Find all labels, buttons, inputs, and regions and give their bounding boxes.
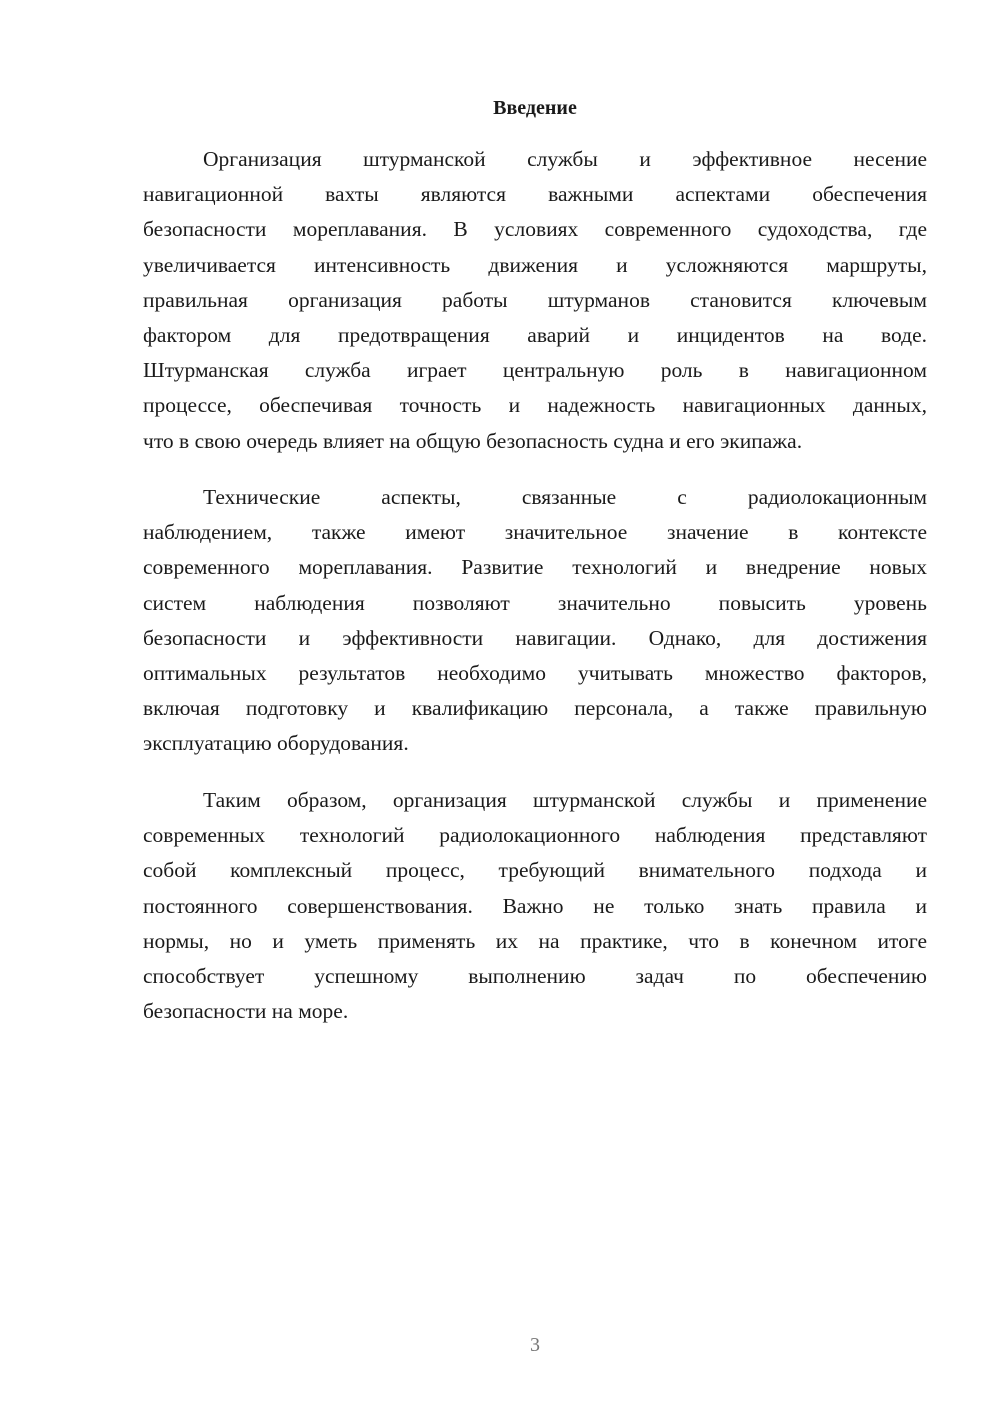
text-line: Организация штурманской службы и эффективное несение — [203, 147, 927, 171]
text-line: безопасности на море. — [143, 999, 349, 1024]
text-line: современных технологий радиолокационного наблюдения представляют — [143, 823, 927, 848]
text-line: эксплуатацию оборудования. — [143, 731, 409, 756]
text-line: навигационной вахты являются важными аспектами обеспечения — [143, 182, 927, 207]
text-line: правильная организация работы штурманов становится ключевым — [143, 287, 927, 312]
text-line: постоянного совершенствования. Важно не только знать правила и — [143, 893, 927, 918]
text-line: включая подготовку и квалификацию персонала, а также правильную — [143, 696, 927, 721]
paragraph-3 — [143, 783, 927, 1029]
text-line: современного мореплавания. Развитие технологий и внедрение новых — [143, 555, 927, 580]
paragraph-1 — [143, 142, 927, 459]
text-line: увеличивается интенсивность движения и усложняются маршруты, — [143, 252, 927, 277]
text-line: безопасности и эффективности навигации. Однако, для достижения — [143, 625, 927, 650]
text-line: наблюдением, также имеют значительное значение в контексте — [143, 520, 927, 545]
text-line: Технические аспекты, связанные с радиолокационным — [203, 485, 927, 509]
page-number: 3 — [530, 1334, 540, 1356]
text-line: фактором для предотвращения аварий и инцидентов на воде. — [143, 322, 927, 347]
page-title: Введение — [493, 97, 577, 119]
text-line: систем наблюдения позволяют значительно повысить уровень — [143, 590, 927, 615]
text-line: процессе, обеспечивая точность и надежность навигационных данных, — [143, 393, 927, 418]
text-line: нормы, но и уметь применять их на практике, что в конечном итоге — [143, 928, 927, 953]
text-line: безопасности мореплавания. В условиях современного судоходства, где — [143, 217, 927, 242]
paragraph-2 — [143, 480, 927, 762]
text-line: способствует успешному выполнению задач по обеспечению — [143, 963, 927, 988]
text-line: Таким образом, организация штурманской службы и применение — [203, 788, 927, 812]
text-line: Штурманская служба играет центральную роль в навигационном — [143, 358, 927, 383]
text-line: оптимальных результатов необходимо учитывать множество факторов, — [143, 660, 927, 685]
text-line: что в свою очередь влияет на общую безопасность судна и его экипажа. — [143, 428, 803, 453]
text-line: собой комплексный процесс, требующий внимательного подхода и — [143, 858, 927, 883]
